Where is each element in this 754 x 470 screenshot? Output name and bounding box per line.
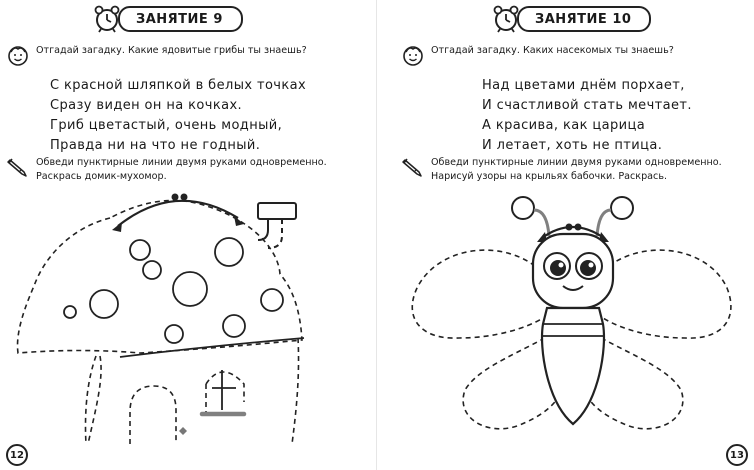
lesson-title: ЗАНЯТИЕ 10 [535, 11, 632, 27]
riddle-poem [482, 76, 692, 156]
cap-spot [64, 306, 76, 318]
start-dot [566, 224, 573, 231]
start-dot [172, 194, 179, 201]
poem-line: Над цветами днём порхает, [482, 78, 685, 93]
cap-rim [120, 338, 304, 357]
pencil-icon [401, 156, 425, 178]
riddle-task [401, 44, 674, 66]
butterfly-drawing [377, 188, 754, 444]
child-face-icon [6, 44, 30, 66]
cap-spot [261, 289, 283, 311]
instruction-line: Нарисуй узоры на крыльях бабочки. Раскрась. [431, 171, 668, 182]
trace-arc [118, 201, 238, 226]
door-outline [130, 386, 176, 444]
page-number-text: 13 [730, 449, 744, 461]
pencil-icon [6, 156, 30, 178]
poem-line: Гриб цветастый, очень модный, [50, 118, 283, 133]
cap-spot [223, 315, 245, 337]
wing-upper-right [603, 250, 731, 338]
poem-line: И летает, хоть не птица. [482, 138, 663, 153]
poem-line: Правда ни на что не годный. [50, 138, 261, 153]
riddle-prompt: Отгадай загадку. Какие ядовитые грибы ты знаешь? [36, 45, 307, 56]
lesson-header [92, 6, 243, 32]
antenna-left [534, 210, 549, 236]
instruction-line: Обведи пунктирные линии двумя руками одновременно. [36, 157, 327, 168]
drawing-task [401, 156, 722, 184]
cap-spot [90, 290, 118, 318]
page-number [6, 444, 28, 466]
mushroom-house-drawing [0, 188, 377, 444]
mushroom-cap-outline [18, 200, 302, 353]
wing-upper-left [412, 250, 543, 338]
start-dot [181, 194, 188, 201]
lesson-title-pill [118, 6, 243, 32]
antenna-tip [512, 197, 534, 219]
drawing-task [6, 156, 327, 184]
door-knob [179, 427, 187, 435]
antenna-right [597, 210, 611, 236]
instruction-line: Раскрась домик-мухомор. [36, 171, 167, 182]
cap-spot [130, 240, 150, 260]
poem-line: Сразу виден он на кочках. [50, 98, 243, 113]
chimney [258, 203, 296, 219]
alarm-clock-icon [92, 4, 122, 34]
child-face-icon [401, 44, 425, 66]
instruction-line: Обведи пунктирные линии двумя руками одновременно. [431, 157, 722, 168]
poem-line: С красной шляпкой в белых точках [50, 78, 307, 93]
lesson-title-pill [517, 6, 651, 32]
lesson-title: ЗАНЯТИЕ 9 [136, 11, 223, 27]
page-number-text: 12 [10, 449, 24, 461]
poem-line: И счастливой стать мечтает. [482, 98, 692, 113]
chimney-pipe [258, 219, 268, 240]
cap-spot [173, 272, 207, 306]
antenna-tip [611, 197, 633, 219]
house-body-outline [85, 356, 101, 444]
page-number [726, 444, 748, 466]
window-arc [206, 372, 244, 402]
riddle-poem [50, 76, 306, 156]
lesson-header [491, 6, 651, 32]
cap-spot [215, 238, 243, 266]
right-page [377, 0, 754, 470]
butterfly-body [542, 308, 604, 424]
poem-line: А красива, как царица [482, 118, 646, 133]
alarm-clock-icon [491, 4, 521, 34]
start-dot [575, 224, 582, 231]
arrow-left [112, 222, 122, 232]
riddle-task [6, 44, 307, 66]
riddle-prompt: Отгадай загадку. Каких насекомых ты знаешь? [431, 45, 674, 56]
cap-spot [165, 325, 183, 343]
cap-spot [143, 261, 161, 279]
